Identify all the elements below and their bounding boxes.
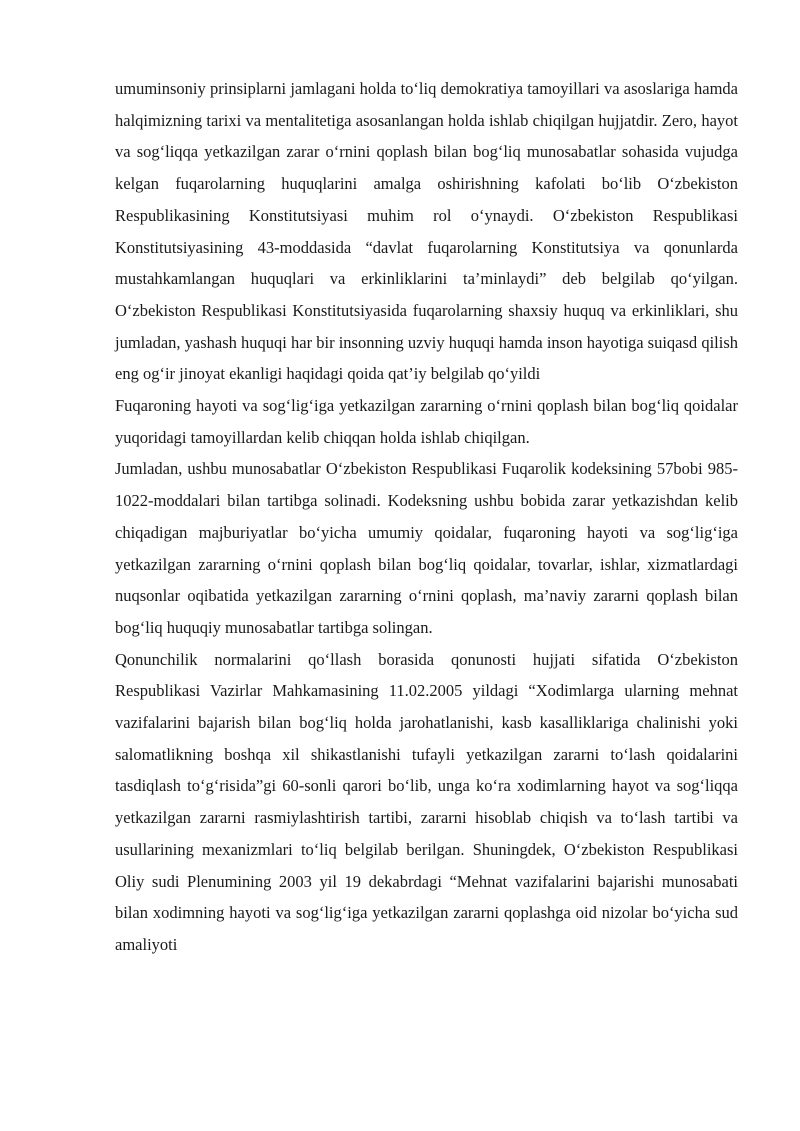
- paragraph: Qonunchilik normalarini qo‘llash borasida qonunosti hujjati sifatida O‘zbekiston Respublikasi Vazirlar Mahkamasining 11.02.2005 yildagi “Xodimlarga ularning mehnat vazifalarini bajarish bilan bog‘liq holda jarohatlanishi, kasb kasalliklariga chalinishi yoki salomatlikning boshqa xil shikastlanishi tufayli yetkazilgan zararni to‘lash qoidalarini tasdiqlash to‘g‘risida”gi 60-sonli qarori bo‘lib, unga ko‘ra xodimlarning hayot va sog‘liqqa yetkazilgan zararni rasmiylashtirish tartibi, zararni hisoblab chiqish va to‘lash tartibi va usullarining mexanizmlari to‘liq belgilab berilgan. Shuningdek, O‘zbekiston Respublikasi Oliy sudi Plenumining 2003 yil 19 dekabrdagi “Mehnat vazifalarini bajarishi munosabati bilan xodimning hayoti va sog‘lig‘iga yetkazilgan zararni qoplashga oid nizolar bo‘yicha sud amaliyoti: [115, 649, 738, 954]
- paragraph: Jumladan, ushbu munosabatlar O‘zbekiston Respublikasi Fuqarolik kodeksining 57bobi 985-1022-moddalari bilan tartibga solinadi. Kodeksning ushbu bobida zarar yetkazishdan kelib chiqadigan majburiyatlar bo‘yicha umumiy qoidalar, fuqaroning hayoti va sog‘lig‘iga yetkazilgan zararning o‘rnini qoplash bilan bog‘liq qoidalar, tovarlar, ishlar, xizmatlardagi nuqsonlar oqibatida yetkazilgan zararning o‘rnini qoplash, ma’naviy zararni qoplash bilan bog‘liq huquqiy munosabatlar tartibga solingan.: [115, 459, 738, 637]
- paragraph: umuminsoniy prinsiplarni jamlagani holda to‘liq demokratiya tamoyillari va asoslariga hamda halqimizning tarixi va mentalitetiga asosanlangan holda ishlab chiqilgan hujjatdir. Zero, hayot va sog‘liqqa yetkazilgan zarar o‘rnini qoplash bilan bog‘liq munosabatlar sohasida vujudga kelgan fuqarolarning huquqlarini amalga oshirishning kafolati bo‘lib O‘zbekiston Respublikasining Konstitutsiyasi muhim rol o‘ynaydi. O‘zbekiston Respublikasi Konstitutsiyasining 43-moddasida “davlat fuqarolarning Konstitutsiya va qonunlarda mustahkamlangan huquqlari va erkinliklarini ta’minlaydi” deb belgilab qo‘yilgan. O‘zbekiston Respublikasi Konstitutsiyasida fuqarolarning shaxsiy huquq va erkinliklari, shu jumladan, yashash huquqi har bir insonning uzviy huquqi hamda inson hayotiga suiqasd qilish eng og‘ir jinoyat ekanligi haqidagi qoida qat’iy belgilab qo‘yildi: [115, 79, 738, 384]
- document-body: [115, 73, 738, 961]
- paragraph: Fuqaroning hayoti va sog‘lig‘iga yetkazilgan zararning o‘rnini qoplash bilan bog‘liq qoidalar yuqoridagi tamoyillardan kelib chiqqan holda ishlab chiqilgan.: [115, 396, 738, 447]
